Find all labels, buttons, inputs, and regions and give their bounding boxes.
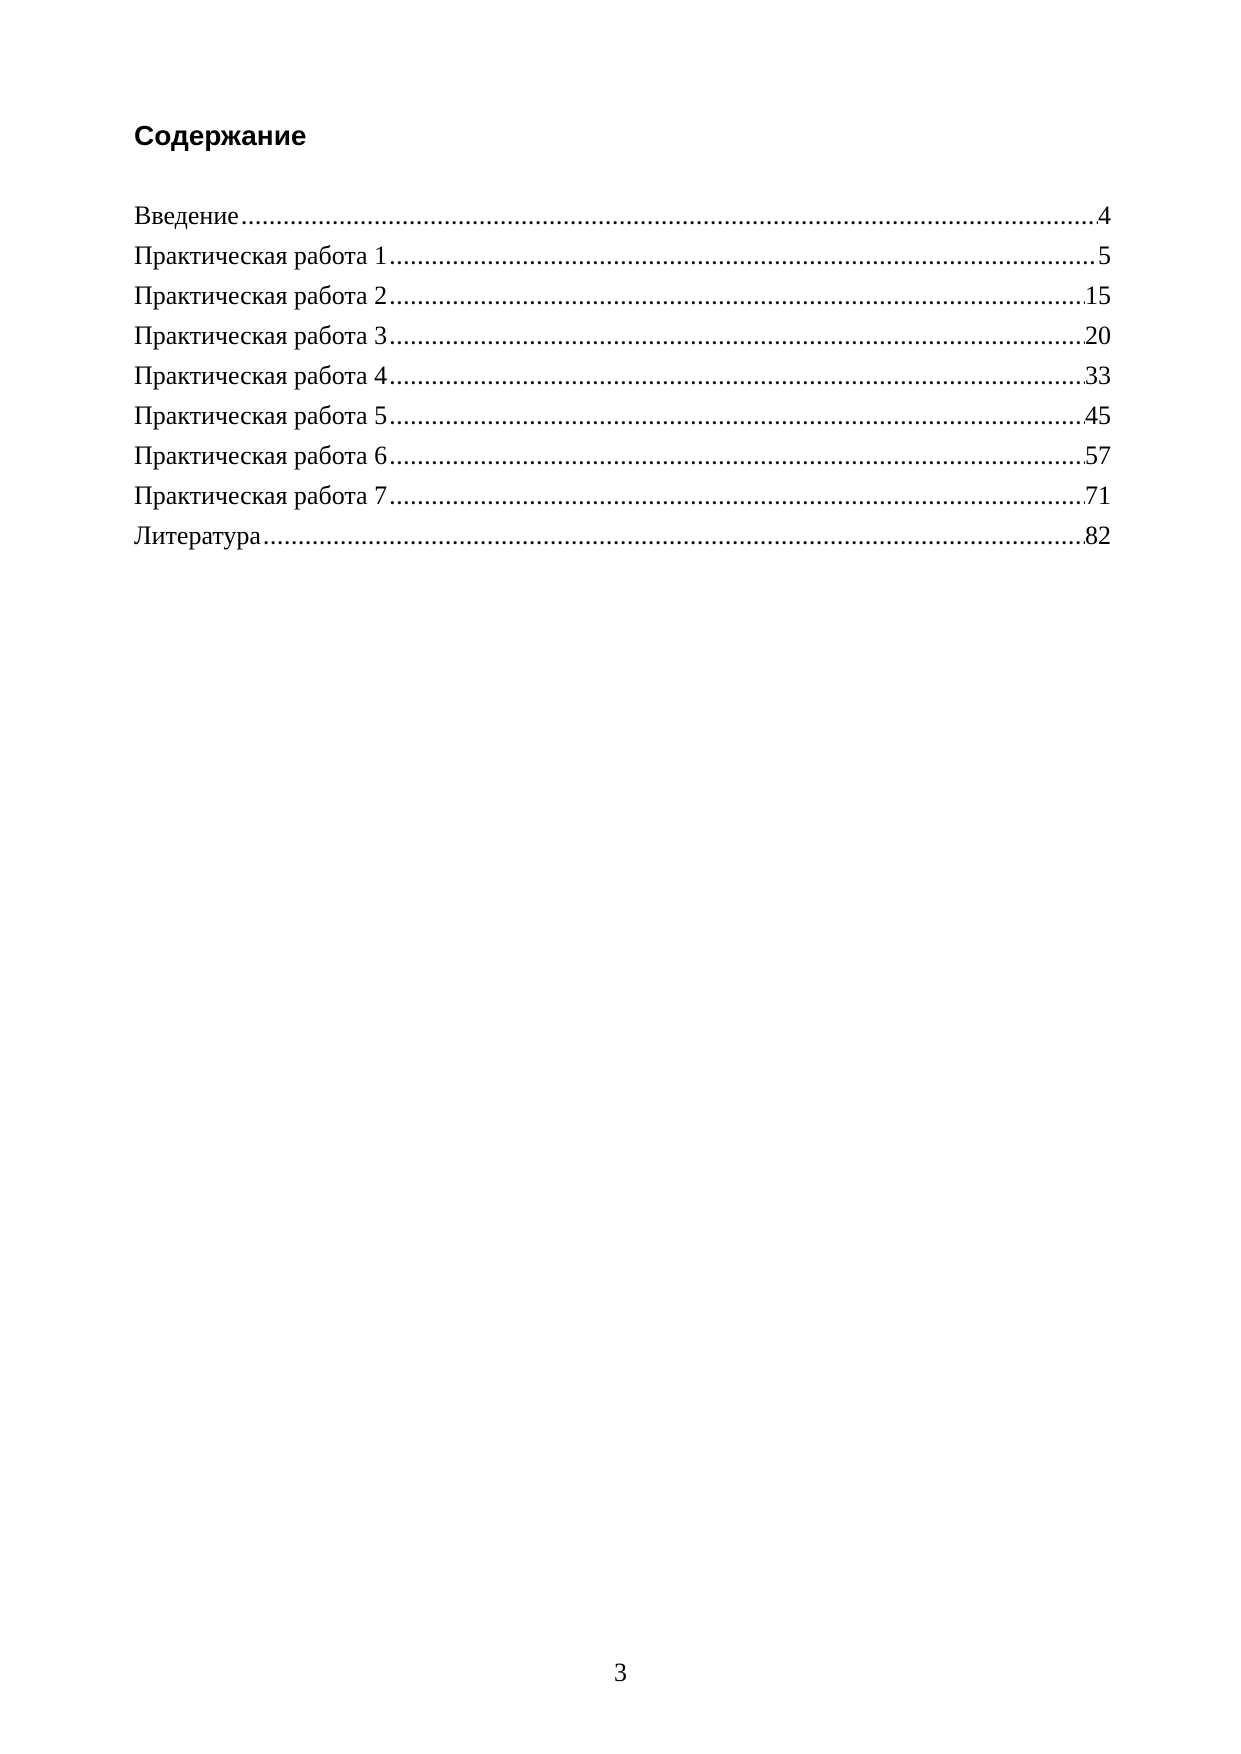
page-number: 3 [614,1658,627,1687]
toc-dot-leader [387,436,1085,476]
toc-entry-page: 82 [1085,521,1111,550]
toc-entry-practical-work-3[interactable] [134,316,1111,356]
toc-dot-leader [387,396,1085,436]
toc-entry-practical-work-4[interactable] [134,356,1111,396]
toc-dot-leader [387,316,1085,356]
toc-entry-title: Введение [134,201,239,230]
toc-entry-page: 15 [1085,281,1111,310]
toc-entry-page: 57 [1085,441,1111,470]
table-of-contents [134,196,1111,556]
toc-entry-practical-work-6[interactable] [134,436,1111,476]
toc-entry-practical-work-5[interactable] [134,396,1111,436]
toc-heading: Содержание [134,120,307,151]
toc-dot-leader [239,196,1098,236]
toc-entry-practical-work-7[interactable] [134,476,1111,516]
toc-entry-practical-work-2[interactable] [134,276,1111,316]
toc-dot-leader [387,476,1085,516]
toc-dot-leader [387,276,1085,316]
toc-entry-title: Практическая работа 4 [134,361,388,390]
toc-entry-page: 4 [1098,201,1111,230]
toc-dot-leader [387,236,1098,276]
toc-entry-page: 20 [1085,321,1111,350]
toc-entry-page: 71 [1085,481,1111,510]
toc-entry-introduction[interactable] [134,196,1111,236]
toc-entry-page: 33 [1085,361,1111,390]
toc-entry-title: Практическая работа 3 [134,321,388,350]
toc-entry-practical-work-1[interactable] [134,236,1111,276]
toc-entry-title: Практическая работа 1 [134,241,388,270]
toc-entry-title: Практическая работа 7 [134,481,388,510]
toc-entry-page: 5 [1098,241,1111,270]
toc-entry-title: Практическая работа 5 [134,401,388,430]
toc-entry-page: 45 [1085,401,1111,430]
toc-entry-literature[interactable] [134,516,1111,556]
toc-dot-leader [387,356,1085,396]
toc-entry-title: Практическая работа 2 [134,281,388,310]
toc-dot-leader [261,516,1085,556]
toc-entry-title: Литература [134,521,261,550]
toc-entry-title: Практическая работа 6 [134,441,388,470]
